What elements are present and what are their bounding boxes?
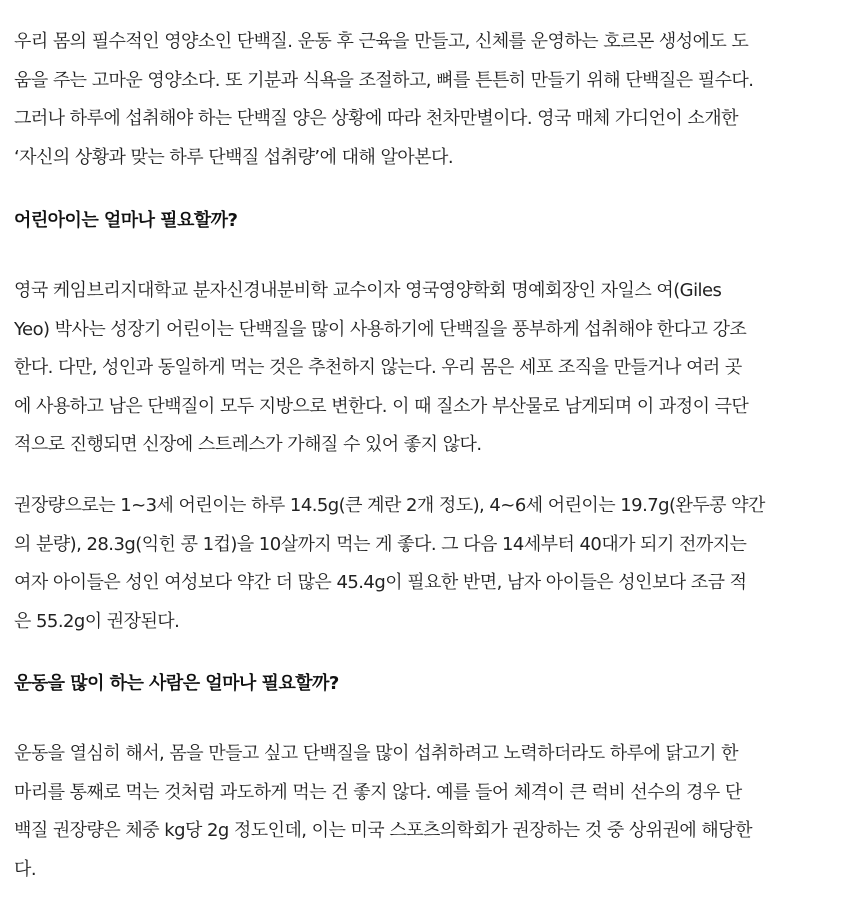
intro-paragraph: 우리 몸의 필수적인 영양소인 단백질. 운동 후 근육을 만들고, 신체를 운영하는 호르몬 생성에도 도 움을 주는 고마운 영양소다. 또 기분과 식욕을 조절하고, 뼈를 튼튼히 만들기 위해 단백질은 필수다. 그러나 하루에 섭취해야 하는 단백질 양은 상황에 따라 천차만별이다. 영국 매체 가디언이 소개한 ‘자신의 상황과 맞는 하루 단백질 섭취량’에 대해 알아본다.	[14, 31, 754, 168]
athletes-paragraph: 운동을 열심히 해서, 몸을 만들고 싶고 단백질을 많이 섭취하려고 노력하더라도 하루에 닭고기 한 마리를 통째로 먹는 것처럼 과도하게 먹는 건 좋지 않다. 예를 들어 체격이 큰 럭비 선수의 경우 단 백질 권장량은 체중 kg당 2g 정도인데, 이는 미국 스포츠의학회가 권장하는 것 중 상위권에 해당한 다.	[14, 743, 752, 880]
children-paragraph-expert: 영국 케임브리지대학교 분자신경내분비학 교수이자 영국영양학회 명예회장인 자일스 여(Giles Yeo) 박사는 성장기 어린이는 단백질을 많이 사용하기에 단백질을 풍부하게 섭취해야 한다고 강조 한다. 다만, 성인과 동일하게 먹는 것은 추천하지 않는다. 우리 몸은 세포 조직을 만들거나 여러 곳 에 사용하고 남은 단백질이 모두 지방으로 변한다. 이 때 질소가 부산물로 남게되며 이 과정이 극단 적으로 진행되면 신장에 스트레스가 가해질 수 있어 좋지 않다.	[14, 280, 749, 455]
section-heading-athletes: 운동을 많이 하는 사람은 얼마나 필요할까?	[14, 673, 339, 694]
section-heading-children: 어린아이는 얼마나 필요할까?	[14, 210, 238, 231]
children-paragraph-recommended-intake: 권장량으로는 1~3세 어린이는 하루 14.5g(큰 계란 2개 정도), 4~6세 어린이는 19.7g(완두콩 약간 의 분량), 28.3g(익힌 콩 1컵)을 10살까지 먹는 게 좋다. 그 다음 14세부터 40대가 되기 전까지는 여자 아이들은 성인 여성보다 약간 더 많은 45.4g이 필요한 반면, 남자 아이들은 성인보다 조금 적 은 55.2g이 권장된다.	[14, 495, 765, 632]
